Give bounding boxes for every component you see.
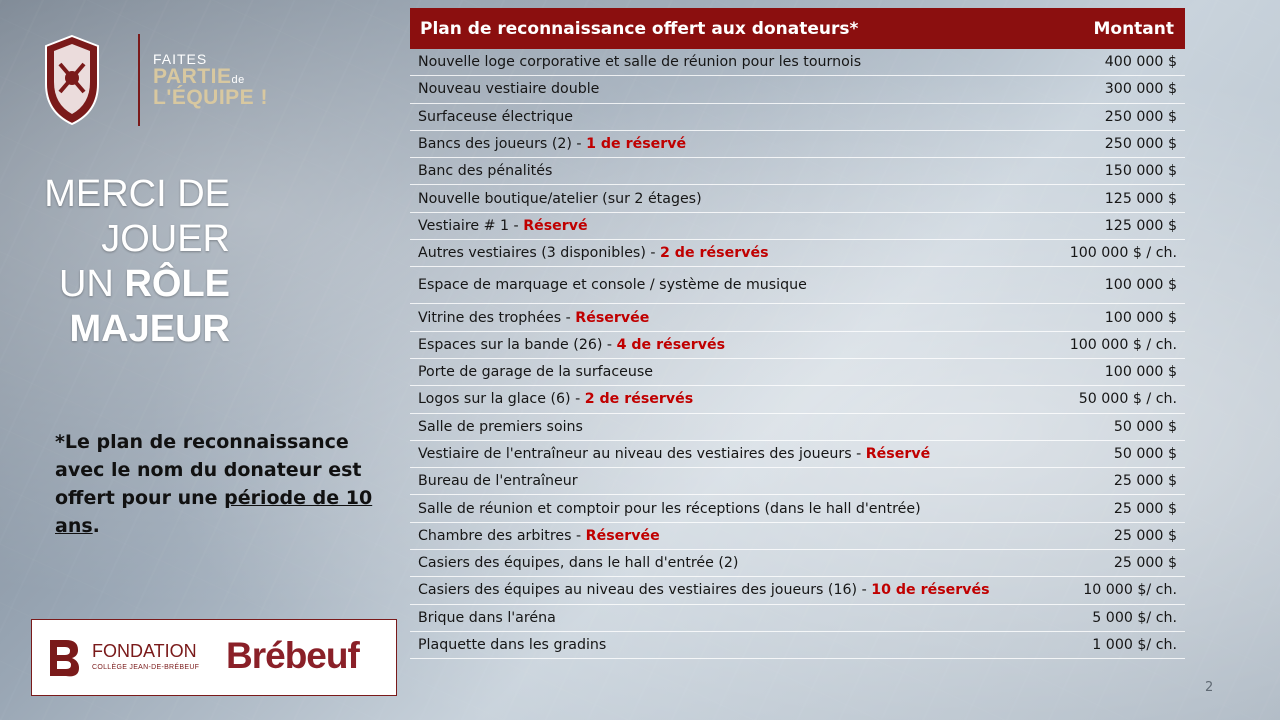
table-row [410, 267, 1185, 304]
table-row [410, 495, 1185, 522]
reserved-label: Réservée [585, 527, 660, 544]
row-item: Brique dans l'aréna [418, 609, 556, 626]
row-item: Bureau de l'entraîneur [418, 473, 578, 490]
row-item: Nouvelle loge corporative et salle de réunion pour les tournois [418, 54, 862, 71]
reserved-label: 2 de réservés [584, 391, 694, 408]
page-number: 2 [1205, 680, 1214, 695]
table-row [410, 386, 1185, 413]
table-row [410, 76, 1185, 103]
reserved-label: 1 de réservé [586, 136, 687, 153]
row-amount: 25 000 $ [1113, 527, 1177, 544]
row-item: Nouvelle boutique/atelier (sur 2 étages) [418, 190, 702, 207]
reserved-label: 10 de réservés [871, 582, 990, 599]
row-item: Salle de premiers soins [418, 418, 583, 435]
row-item: Chambre des arbitres - Réservée [418, 527, 660, 544]
logos-box [31, 619, 397, 696]
row-item: Bancs des joueurs (2) - 1 de réservé [418, 136, 687, 153]
campaign-line1: FAITES [153, 51, 208, 67]
row-item: Logos sur la glace (6) - 2 de réservés [418, 391, 694, 408]
table-row [410, 304, 1185, 331]
row-amount: 150 000 $ [1104, 163, 1177, 180]
row-amount: 1 000 $/ ch. [1092, 637, 1177, 654]
table-row [410, 577, 1185, 604]
table-row [410, 468, 1185, 495]
row-item: Espace de marquage et console / système de musique [418, 277, 807, 294]
fondation-b-icon [48, 638, 80, 678]
row-item: Casiers des équipes, dans le hall d'entrée (2) [418, 555, 739, 572]
fondation-text: FONDATION COLLÈGE JEAN-DE-BRÉBEUF [92, 641, 200, 671]
row-item: Surfaceuse électrique [418, 108, 573, 125]
reserved-label: 4 de réservés [616, 336, 726, 353]
logo-divider [138, 34, 140, 126]
reserved-label: Réservé [865, 446, 931, 462]
row-amount: 125 000 $ [1104, 217, 1177, 234]
reserved-label: 2 de réservés [660, 245, 769, 262]
row-item: Vestiaire # 1 - Réservé [418, 217, 588, 234]
row-amount: 100 000 $ [1104, 309, 1177, 326]
row-amount: 400 000 $ [1104, 54, 1177, 71]
row-amount: 300 000 $ [1104, 81, 1177, 98]
row-item: Casiers des équipes au niveau des vestiaires des joueurs (16) - 10 de réservés [418, 582, 990, 599]
row-amount: 50 000 $ [1113, 418, 1177, 435]
table-header [410, 8, 1185, 49]
row-amount: 10 000 $/ ch. [1083, 582, 1177, 599]
reserved-label: Réservée [575, 309, 650, 326]
row-item: Vitrine des trophées - Réservée [418, 309, 650, 326]
table-row [410, 158, 1185, 185]
row-amount: 25 000 $ [1113, 555, 1177, 572]
row-item: Espaces sur la bande (26) - 4 de réservés [418, 336, 726, 353]
campaign-line3: L'ÉQUIPE ! [153, 86, 269, 109]
table-row [410, 414, 1185, 441]
reserved-label: Réservé [523, 217, 588, 234]
row-amount: 25 000 $ [1113, 473, 1177, 490]
table-row [410, 131, 1185, 158]
row-amount: 250 000 $ [1104, 108, 1177, 125]
row-amount: 250 000 $ [1104, 136, 1177, 153]
row-amount: 100 000 $ / ch. [1069, 336, 1177, 353]
row-item: Autres vestiaires (3 disponibles) - 2 de réservés [418, 245, 769, 262]
row-item: Vestiaire de l'entraîneur au niveau des vestiaires des joueurs - Réservé [418, 446, 931, 462]
table-row [410, 550, 1185, 577]
row-amount: 5 000 $/ ch. [1092, 609, 1177, 626]
table-body [410, 49, 1185, 659]
row-amount: 100 000 $ [1104, 364, 1177, 381]
row-item: Plaquette dans les gradins [418, 637, 607, 654]
table-row [410, 605, 1185, 632]
table-row [410, 240, 1185, 267]
table-row [410, 523, 1185, 550]
row-item: Porte de garage de la surfaceuse [418, 364, 654, 381]
campaign-logo [153, 52, 268, 108]
row-item: Nouveau vestiaire double [418, 81, 600, 98]
row-item: Salle de réunion et comptoir pour les réceptions (dans le hall d'entrée) [418, 500, 921, 517]
row-amount: 100 000 $ / ch. [1069, 245, 1177, 262]
row-amount: 25 000 $ [1113, 500, 1177, 517]
donor-recognition-table [410, 8, 1185, 659]
table-row [410, 332, 1185, 359]
table-row [410, 185, 1185, 212]
row-amount: 125 000 $ [1104, 190, 1177, 207]
table-row [410, 441, 1185, 468]
brebeuf-logo: Brébeuf [226, 635, 359, 676]
table-row [410, 632, 1185, 659]
campaign-line2: PARTIEde [153, 65, 245, 88]
recognition-note: *Le plan de reconnaissance avec le nom du donateur est offert pour une période de 10 ans. [55, 431, 373, 537]
table-row [410, 104, 1185, 131]
row-amount: 50 000 $ / ch. [1078, 391, 1177, 408]
row-amount: 50 000 $ [1113, 446, 1177, 462]
college-crest-logo [38, 34, 106, 126]
table-row [410, 49, 1185, 76]
header-amount: Montant [1093, 18, 1174, 39]
table-row [410, 213, 1185, 240]
table-row [410, 359, 1185, 386]
slide-heading: MERCI DE JOUER UN RÔLE MAJEUR [44, 173, 230, 350]
row-amount: 100 000 $ [1104, 277, 1177, 294]
header-plan: Plan de reconnaissance offert aux donateurs* [420, 18, 859, 39]
row-item: Banc des pénalités [418, 163, 553, 180]
